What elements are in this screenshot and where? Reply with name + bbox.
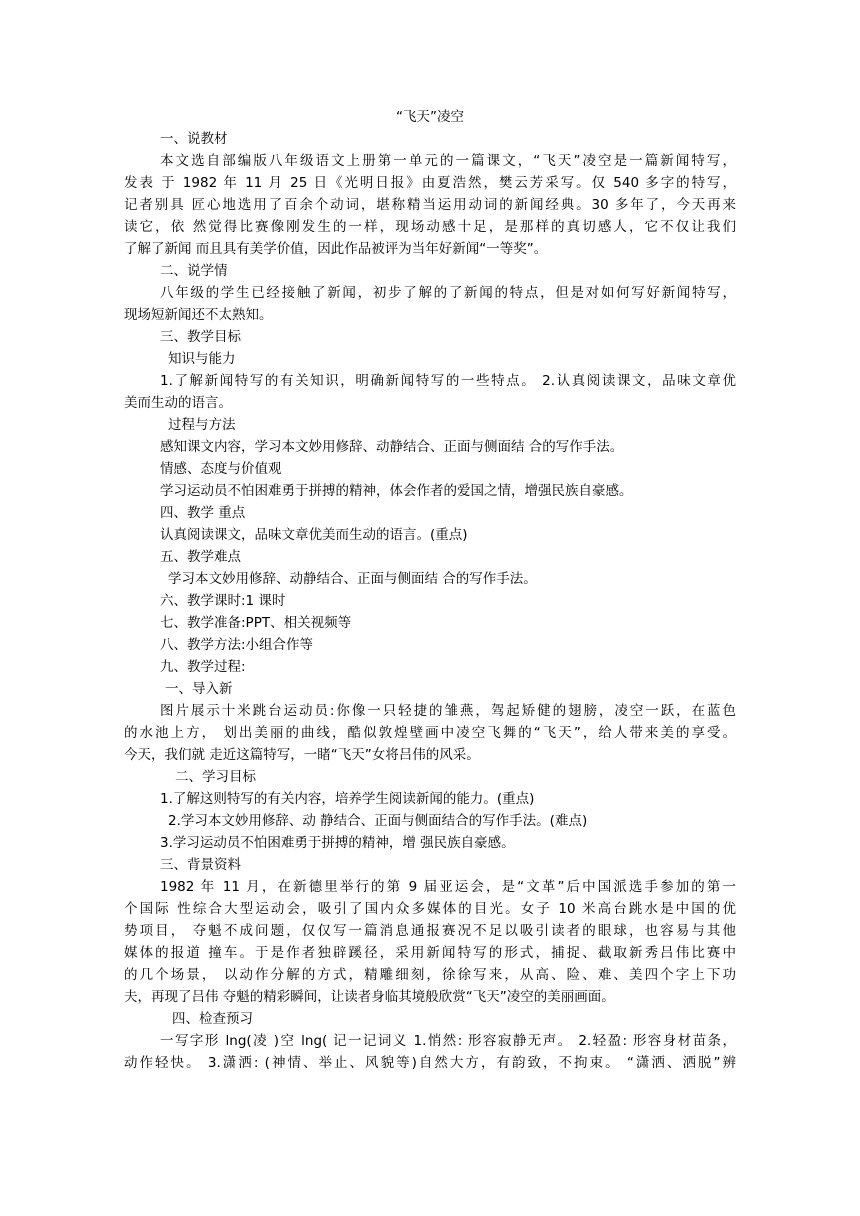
- paragraph-line: 八年级的学生已经接触了新闻，初步了解的了新闻的特点，但是对如何写好新闻特写，: [160, 285, 736, 301]
- paragraph-line: 的几个场景， 以动作分解的方式，精雕细刻，徐徐写来，从高、险、难、美四个字上下功: [124, 967, 736, 983]
- paragraph-line: 夫，再现了吕伟 夺魁的精彩瞬间，让读者身临其境般欣赏“飞天”凌空的美丽画面。: [124, 989, 615, 1005]
- list-item: 3.学习运动员不怕困难勇于拼搏的精神，增 强民族自豪感。: [160, 835, 515, 851]
- subsection-heading: 情感、态度与价值观: [160, 461, 282, 477]
- section-heading: 九、教学过程:: [160, 659, 246, 675]
- subsection-heading: 三、背景资料: [160, 857, 241, 873]
- section-heading: 二、说学情: [160, 263, 228, 279]
- paragraph-line: 一写字形 lng(凌 )空 lng( 记一记词义 1.悄然: 形容寂静无声。 2.轻盈: 形容身材苗条，: [160, 1033, 736, 1049]
- section-heading: 八、教学方法:小组合作等: [160, 637, 314, 653]
- document-title: “飞天”凌空: [396, 109, 464, 125]
- paragraph-line: 今天，我们就 走近这篇特写，一睹“飞天”女将吕伟的风采。: [124, 747, 480, 763]
- paragraph-line: 了解了新闻 而且具有美学价值，因此作品被评为当年好新闻“一等奖”。: [124, 241, 548, 257]
- section-heading: 六、教学课时:1 课时: [160, 593, 286, 609]
- subsection-heading: 四、检查预习: [172, 1011, 253, 1027]
- subsection-heading: 二、学习目标: [175, 769, 256, 785]
- subsection-heading: 过程与方法: [168, 417, 236, 433]
- paragraph-line: 学习运动员不怕困难勇于拼搏的精神，体会作者的爱国之情，增强民族自豪感。: [160, 483, 633, 499]
- paragraph-line: 读它，依 然觉得比赛像刚发生的一样，现场动感十足，是那样的真切感人，它不仅让我们: [124, 219, 736, 235]
- paragraph-line: 美而生动的语言。: [124, 395, 232, 411]
- section-heading: 四、教学 重点: [160, 505, 246, 521]
- paragraph-line: 本文选自部编版八年级语文上册第一单元的一篇课文，“飞天”凌空是一篇新闻特写，: [160, 153, 736, 169]
- paragraph-line: 发表 于 1982 年 11 月 25 日《光明日报》由夏浩然，樊云芳采写。仅 540 多字的特写，: [124, 175, 736, 191]
- paragraph-line: 感知课文内容，学习本文妙用修辞、动静结合、正面与侧面结 合的写作手法。: [160, 439, 624, 455]
- paragraph-line: 动作轻快。 3.潇洒: (神情、举止、风貌等)自然大方，有韵致，不拘束。 “潇洒、洒脱”辨: [124, 1055, 736, 1071]
- paragraph-line: 个国际 性综合大型运动会，吸引了国内众多媒体的目光。女子 10 米高台跳水是中国的优: [124, 901, 736, 917]
- paragraph-line: 媒体的报道 撞车。于是作者独辟蹊径，采用新闻特写的形式，捕捉、截取新秀吕伟比赛中: [124, 945, 736, 961]
- section-heading: 五、教学难点: [160, 549, 241, 565]
- paragraph-line: 认真阅读课文，品味文章优美而生动的语言。(重点): [160, 527, 468, 543]
- paragraph-line: 势项目， 夺魁不成问题，仅仅写一篇消息通报赛况不足以吸引读者的眼球，也容易与其他: [124, 923, 736, 939]
- section-heading: 三、教学目标: [160, 329, 241, 345]
- paragraph-line: 1982 年 11 月，在新德里举行的第 9 届亚运会，是“文革”后中国派选手参加的第一: [160, 879, 736, 895]
- paragraph-line: 1.了解新闻特写的有关知识，明确新闻特写的一些特点。 2.认真阅读课文，品味文章优: [160, 373, 736, 389]
- paragraph-line: 记者别具 匠心地选用了百余个动词，堪称精当运用动词的新闻经典。30 多年了，今天再来: [124, 197, 736, 213]
- paragraph-line: 图片展示十米跳台运动员:你像一只轻捷的雏燕，驾起矫健的翅膀，凌空一跃，在蓝色: [160, 703, 736, 719]
- subsection-heading: 一、导入新: [165, 681, 233, 697]
- section-heading: 七、教学准备:PPT、相关视频等: [160, 615, 352, 631]
- section-heading: 一、说教材: [160, 131, 228, 147]
- paragraph-line: 的水池上方， 划出美丽的曲线，酷似敦煌壁画中凌空飞舞的“飞天”，给人带来美的享受。: [124, 725, 736, 741]
- list-item: 1.了解这则特写的有关内容，培养学生阅读新闻的能力。(重点): [160, 791, 535, 807]
- paragraph-line: 现场短新闻还不太熟知。: [124, 307, 273, 323]
- subsection-heading: 知识与能力: [168, 351, 236, 367]
- list-item: 2.学习本文妙用修辞、动 静结合、正面与侧面结合的写作手法。(难点): [168, 813, 588, 829]
- paragraph-line: 学习本文妙用修辞、动静结合、正面与侧面结 合的写作手法。: [168, 571, 537, 587]
